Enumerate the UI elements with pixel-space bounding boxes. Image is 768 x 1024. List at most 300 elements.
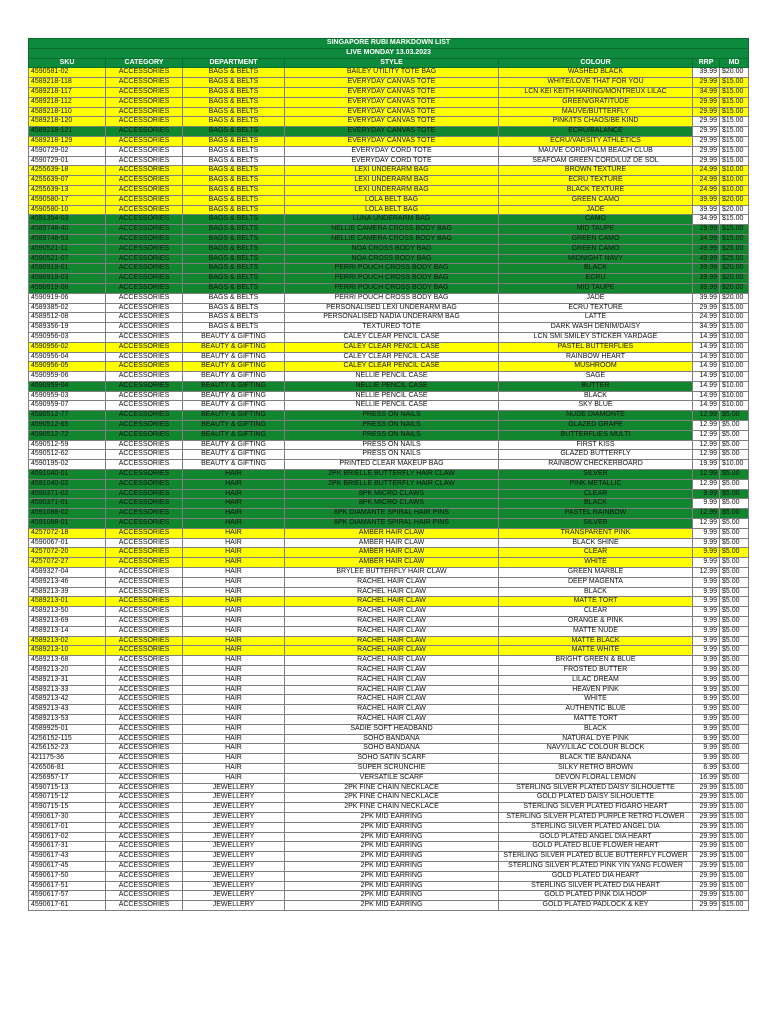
cell-rrp[interactable]: 9.99 (693, 636, 720, 646)
cell-category[interactable]: ACCESSORIES (106, 695, 183, 705)
cell-rrp[interactable]: 9.99 (693, 528, 720, 538)
cell-md[interactable]: $5.00 (720, 430, 749, 440)
cell-category[interactable]: ACCESSORIES (106, 519, 183, 529)
cell-department[interactable]: BEAUTY & GIFTING (183, 381, 285, 391)
cell-md[interactable]: $15.00 (720, 793, 749, 803)
cell-colour[interactable]: AUTHENTIC BLUE (499, 705, 693, 715)
cell-sku[interactable]: 4590617-50 (29, 871, 106, 881)
cell-colour[interactable]: STERLING SILVER PLATED DIA HEART (499, 881, 693, 891)
cell-rrp[interactable]: 14.99 (693, 401, 720, 411)
cell-department[interactable]: HAIR (183, 489, 285, 499)
cell-department[interactable]: BAGS & BELTS (183, 283, 285, 293)
cell-sku[interactable]: 4590959-06 (29, 372, 106, 382)
cell-category[interactable]: ACCESSORIES (106, 577, 183, 587)
cell-rrp[interactable]: 24.99 (693, 166, 720, 176)
cell-category[interactable]: ACCESSORIES (106, 264, 183, 274)
cell-sku[interactable]: 4590195-02 (29, 460, 106, 470)
cell-department[interactable]: BAGS & BELTS (183, 78, 285, 88)
cell-md[interactable]: $15.00 (720, 812, 749, 822)
cell-rrp[interactable]: 9.99 (693, 607, 720, 617)
cell-style[interactable]: 2PK MID EARRING (285, 881, 499, 891)
cell-category[interactable]: ACCESSORIES (106, 274, 183, 284)
cell-colour[interactable]: WHITE (499, 558, 693, 568)
cell-md[interactable]: $5.00 (720, 734, 749, 744)
cell-colour[interactable]: BLACK SHINE (499, 538, 693, 548)
cell-category[interactable]: ACCESSORIES (106, 685, 183, 695)
cell-rrp[interactable]: 29.99 (693, 107, 720, 117)
cell-department[interactable]: HAIR (183, 773, 285, 783)
cell-md[interactable]: $5.00 (720, 626, 749, 636)
cell-md[interactable]: $5.00 (720, 558, 749, 568)
cell-department[interactable]: BEAUTY & GIFTING (183, 460, 285, 470)
cell-colour[interactable]: BLACK TEXTURE (499, 185, 693, 195)
cell-sku[interactable]: 4590371-01 (29, 499, 106, 509)
cell-md[interactable]: $15.00 (720, 871, 749, 881)
cell-colour[interactable]: CLEAR (499, 607, 693, 617)
cell-md[interactable]: $5.00 (720, 450, 749, 460)
header-department[interactable]: DEPARTMENT (183, 58, 285, 68)
header-style[interactable]: STYLE (285, 58, 499, 68)
cell-category[interactable]: ACCESSORIES (106, 362, 183, 372)
cell-md[interactable]: $5.00 (720, 646, 749, 656)
cell-md[interactable]: $20.00 (720, 205, 749, 215)
cell-style[interactable]: EVERYDAY CANVAS TOTE (285, 127, 499, 137)
cell-department[interactable]: BEAUTY & GIFTING (183, 362, 285, 372)
cell-sku[interactable]: 4589385-02 (29, 303, 106, 313)
cell-sku[interactable]: 4589213-20 (29, 666, 106, 676)
cell-category[interactable]: ACCESSORIES (106, 558, 183, 568)
cell-category[interactable]: ACCESSORIES (106, 107, 183, 117)
cell-sku[interactable]: 4255639-13 (29, 185, 106, 195)
cell-sku[interactable]: 4589213-46 (29, 577, 106, 587)
cell-colour[interactable]: BLACK (499, 499, 693, 509)
cell-sku[interactable]: 4590371-02 (29, 489, 106, 499)
cell-department[interactable]: BAGS & BELTS (183, 176, 285, 186)
cell-category[interactable]: ACCESSORIES (106, 372, 183, 382)
cell-category[interactable]: ACCESSORIES (106, 332, 183, 342)
cell-style[interactable]: NELLIE PENCIL CASE (285, 372, 499, 382)
cell-department[interactable]: HAIR (183, 479, 285, 489)
cell-rrp[interactable]: 12.99 (693, 568, 720, 578)
cell-md[interactable]: $5.00 (720, 470, 749, 480)
cell-department[interactable]: BAGS & BELTS (183, 68, 285, 78)
cell-department[interactable]: BEAUTY & GIFTING (183, 332, 285, 342)
cell-md[interactable]: $15.00 (720, 852, 749, 862)
cell-department[interactable]: JEWELLERY (183, 832, 285, 842)
cell-md[interactable]: $3.00 (720, 763, 749, 773)
cell-colour[interactable]: LATTE (499, 313, 693, 323)
cell-style[interactable]: VERSATILE SCARF (285, 773, 499, 783)
cell-md[interactable]: $10.00 (720, 460, 749, 470)
cell-style[interactable]: SADIE SOFT HEADBAND (285, 724, 499, 734)
cell-sku[interactable]: 4255639-18 (29, 166, 106, 176)
cell-department[interactable]: HAIR (183, 519, 285, 529)
cell-colour[interactable]: GREEN/GRATITUDE (499, 97, 693, 107)
cell-category[interactable]: ACCESSORIES (106, 842, 183, 852)
cell-category[interactable]: ACCESSORIES (106, 293, 183, 303)
cell-department[interactable]: BAGS & BELTS (183, 117, 285, 127)
cell-rrp[interactable]: 9.99 (693, 695, 720, 705)
cell-style[interactable]: AMBER HAIR CLAW (285, 558, 499, 568)
cell-sku[interactable]: 426506-81 (29, 763, 106, 773)
cell-md[interactable]: $10.00 (720, 381, 749, 391)
cell-colour[interactable]: GREEN CAMO (499, 195, 693, 205)
cell-rrp[interactable]: 24.99 (693, 313, 720, 323)
cell-rrp[interactable]: 12.99 (693, 440, 720, 450)
cell-department[interactable]: BAGS & BELTS (183, 205, 285, 215)
cell-department[interactable]: JEWELLERY (183, 901, 285, 911)
cell-category[interactable]: ACCESSORIES (106, 234, 183, 244)
header-colour[interactable]: COLOUR (499, 58, 693, 68)
cell-md[interactable]: $10.00 (720, 352, 749, 362)
cell-department[interactable]: JEWELLERY (183, 812, 285, 822)
cell-md[interactable]: $15.00 (720, 117, 749, 127)
cell-colour[interactable]: ECRU TEXTURE (499, 303, 693, 313)
cell-style[interactable]: CALEY CLEAR PENCIL CASE (285, 352, 499, 362)
cell-category[interactable]: ACCESSORIES (106, 763, 183, 773)
cell-colour[interactable]: MATTE NUDE (499, 626, 693, 636)
cell-sku[interactable]: 4590919-01 (29, 264, 106, 274)
cell-style[interactable]: 2PK FINE CHAIN NECKLACE (285, 803, 499, 813)
cell-category[interactable]: ACCESSORIES (106, 97, 183, 107)
cell-colour[interactable]: BLACK (499, 587, 693, 597)
cell-rrp[interactable]: 9.99 (693, 558, 720, 568)
cell-category[interactable]: ACCESSORIES (106, 675, 183, 685)
cell-style[interactable]: AMBER HAIR CLAW (285, 538, 499, 548)
cell-style[interactable]: 2PK BRIELLE BUTTERFLY HAIR CLAW (285, 470, 499, 480)
cell-style[interactable]: 8PK DIAMANTE SPIRAL HAIR PINS (285, 509, 499, 519)
cell-colour[interactable]: WHITE/LOVE THAT FOR YOU (499, 78, 693, 88)
cell-sku[interactable]: 4590959-04 (29, 381, 106, 391)
cell-sku[interactable]: 4589218-112 (29, 97, 106, 107)
cell-rrp[interactable]: 12.99 (693, 479, 720, 489)
cell-rrp[interactable]: 14.99 (693, 362, 720, 372)
cell-style[interactable]: EVERYDAY CORD TOTE (285, 156, 499, 166)
cell-sku[interactable]: 4589213-01 (29, 597, 106, 607)
cell-department[interactable]: BAGS & BELTS (183, 87, 285, 97)
cell-sku[interactable]: 4590729-02 (29, 146, 106, 156)
cell-sku[interactable]: 4590715-13 (29, 783, 106, 793)
cell-category[interactable]: ACCESSORIES (106, 714, 183, 724)
cell-md[interactable]: $5.00 (720, 519, 749, 529)
cell-md[interactable]: $10.00 (720, 176, 749, 186)
cell-department[interactable]: BAGS & BELTS (183, 303, 285, 313)
cell-sku[interactable]: 4589218-120 (29, 117, 106, 127)
cell-sku[interactable]: 4590067-01 (29, 538, 106, 548)
cell-rrp[interactable]: 29.99 (693, 832, 720, 842)
cell-department[interactable]: HAIR (183, 666, 285, 676)
cell-rrp[interactable]: 9.99 (693, 666, 720, 676)
cell-sku[interactable]: 4257072-20 (29, 548, 106, 558)
cell-md[interactable]: $5.00 (720, 587, 749, 597)
cell-md[interactable]: $15.00 (720, 146, 749, 156)
cell-colour[interactable]: ECRU/BALANCE (499, 127, 693, 137)
cell-rrp[interactable]: 29.99 (693, 803, 720, 813)
cell-category[interactable]: ACCESSORIES (106, 215, 183, 225)
cell-category[interactable]: ACCESSORIES (106, 313, 183, 323)
cell-md[interactable]: $5.00 (720, 705, 749, 715)
cell-style[interactable]: PERSONALISED NADIA UNDERARM BAG (285, 313, 499, 323)
cell-department[interactable]: HAIR (183, 568, 285, 578)
cell-rrp[interactable]: 49.99 (693, 254, 720, 264)
cell-rrp[interactable]: 9.99 (693, 626, 720, 636)
cell-colour[interactable]: HEAVEN PINK (499, 685, 693, 695)
cell-sku[interactable]: 4589213-68 (29, 656, 106, 666)
cell-category[interactable]: ACCESSORIES (106, 195, 183, 205)
cell-category[interactable]: ACCESSORIES (106, 597, 183, 607)
cell-md[interactable]: $15.00 (720, 783, 749, 793)
cell-rrp[interactable]: 29.99 (693, 822, 720, 832)
cell-style[interactable]: EVERYDAY CANVAS TOTE (285, 117, 499, 127)
cell-style[interactable]: RACHEL HAIR CLAW (285, 607, 499, 617)
cell-md[interactable]: $5.00 (720, 548, 749, 558)
cell-style[interactable]: SOHO BANDANA (285, 744, 499, 754)
cell-sku[interactable]: 4589218-110 (29, 107, 106, 117)
cell-style[interactable]: RACHEL HAIR CLAW (285, 714, 499, 724)
cell-department[interactable]: HAIR (183, 548, 285, 558)
cell-category[interactable]: ACCESSORIES (106, 861, 183, 871)
cell-category[interactable]: ACCESSORIES (106, 225, 183, 235)
cell-department[interactable]: BAGS & BELTS (183, 225, 285, 235)
cell-colour[interactable]: FIRST KISS (499, 440, 693, 450)
header-category[interactable]: CATEGORY (106, 58, 183, 68)
cell-rrp[interactable]: 9.99 (693, 675, 720, 685)
cell-colour[interactable]: RAINBOW CHECKERBOARD (499, 460, 693, 470)
cell-style[interactable]: RACHEL HAIR CLAW (285, 587, 499, 597)
cell-md[interactable]: $15.00 (720, 901, 749, 911)
cell-sku[interactable]: 4590729-01 (29, 156, 106, 166)
cell-department[interactable]: HAIR (183, 626, 285, 636)
cell-category[interactable]: ACCESSORIES (106, 548, 183, 558)
cell-category[interactable]: ACCESSORIES (106, 470, 183, 480)
cell-md[interactable]: $15.00 (720, 891, 749, 901)
cell-rrp[interactable]: 24.99 (693, 176, 720, 186)
cell-sku[interactable]: 4589512-08 (29, 313, 106, 323)
cell-sku[interactable]: 4590715-12 (29, 793, 106, 803)
cell-style[interactable]: PRESS ON NAILS (285, 430, 499, 440)
cell-md[interactable]: $15.00 (720, 225, 749, 235)
cell-md[interactable]: $10.00 (720, 332, 749, 342)
cell-colour[interactable]: CLEAR (499, 548, 693, 558)
cell-category[interactable]: ACCESSORIES (106, 323, 183, 333)
cell-md[interactable]: $5.00 (720, 695, 749, 705)
cell-style[interactable]: RACHEL HAIR CLAW (285, 685, 499, 695)
cell-rrp[interactable]: 29.99 (693, 146, 720, 156)
cell-md[interactable]: $10.00 (720, 166, 749, 176)
cell-colour[interactable]: BUTTER (499, 381, 693, 391)
cell-category[interactable]: ACCESSORIES (106, 822, 183, 832)
cell-sku[interactable]: 4256957-17 (29, 773, 106, 783)
cell-style[interactable]: 2PK FINE CHAIN NECKLACE (285, 783, 499, 793)
cell-rrp[interactable]: 29.99 (693, 881, 720, 891)
cell-colour[interactable]: RAINBOW HEART (499, 352, 693, 362)
cell-department[interactable]: HAIR (183, 646, 285, 656)
cell-department[interactable]: HAIR (183, 763, 285, 773)
cell-category[interactable]: ACCESSORIES (106, 205, 183, 215)
cell-department[interactable]: BAGS & BELTS (183, 156, 285, 166)
cell-style[interactable]: EVERYDAY CANVAS TOTE (285, 107, 499, 117)
cell-md[interactable]: $5.00 (720, 489, 749, 499)
cell-rrp[interactable]: 29.99 (693, 156, 720, 166)
cell-category[interactable]: ACCESSORIES (106, 901, 183, 911)
cell-colour[interactable]: GOLD PLATED PADLOCK & KEY (499, 901, 693, 911)
cell-style[interactable]: LEXI UNDERARM BAG (285, 166, 499, 176)
cell-md[interactable]: $20.00 (720, 283, 749, 293)
cell-style[interactable]: PERRI POUCH CROSS BODY BAG (285, 283, 499, 293)
cell-rrp[interactable]: 29.99 (693, 871, 720, 881)
cell-sku[interactable]: 4589213-50 (29, 607, 106, 617)
cell-style[interactable]: 2PK MID EARRING (285, 852, 499, 862)
cell-md[interactable]: $15.00 (720, 832, 749, 842)
cell-sku[interactable]: 4590959-03 (29, 391, 106, 401)
cell-md[interactable]: $10.00 (720, 313, 749, 323)
cell-style[interactable]: 8PK DIAMANTE SPIRAL HAIR PINS (285, 519, 499, 529)
cell-category[interactable]: ACCESSORIES (106, 803, 183, 813)
cell-md[interactable]: $5.00 (720, 421, 749, 431)
cell-category[interactable]: ACCESSORIES (106, 136, 183, 146)
cell-colour[interactable]: SKY BLUE (499, 401, 693, 411)
cell-rrp[interactable]: 12.99 (693, 421, 720, 431)
cell-category[interactable]: ACCESSORIES (106, 68, 183, 78)
cell-department[interactable]: HAIR (183, 744, 285, 754)
cell-colour[interactable]: DARK WASH DENIM/DAISY (499, 323, 693, 333)
cell-category[interactable]: ACCESSORIES (106, 440, 183, 450)
cell-rrp[interactable]: 49.99 (693, 244, 720, 254)
cell-colour[interactable]: BRIGHT GREEN & BLUE (499, 656, 693, 666)
cell-style[interactable]: NELLIE PENCIL CASE (285, 401, 499, 411)
cell-department[interactable]: HAIR (183, 705, 285, 715)
cell-style[interactable]: SOHO BANDANA (285, 734, 499, 744)
cell-rrp[interactable]: 34.99 (693, 323, 720, 333)
cell-style[interactable]: CALEY CLEAR PENCIL CASE (285, 332, 499, 342)
cell-md[interactable]: $20.00 (720, 274, 749, 284)
cell-sku[interactable]: 4590617-30 (29, 812, 106, 822)
cell-sku[interactable]: 4255639-07 (29, 176, 106, 186)
cell-department[interactable]: HAIR (183, 538, 285, 548)
cell-colour[interactable]: BLACK (499, 724, 693, 734)
cell-colour[interactable]: PASTEL BUTTERFLIES (499, 342, 693, 352)
cell-category[interactable]: ACCESSORIES (106, 460, 183, 470)
cell-colour[interactable]: GOLD PLATED PINK DIA HOOP (499, 891, 693, 901)
cell-style[interactable]: 2PK MID EARRING (285, 871, 499, 881)
cell-rrp[interactable]: 29.99 (693, 225, 720, 235)
cell-sku[interactable]: 4590956-04 (29, 352, 106, 362)
cell-colour[interactable]: PINK METALLIC (499, 479, 693, 489)
cell-category[interactable]: ACCESSORIES (106, 607, 183, 617)
cell-colour[interactable]: LCN SMI SMILEY STICKER YARDAGE (499, 332, 693, 342)
cell-sku[interactable]: 4590959-07 (29, 401, 106, 411)
cell-rrp[interactable]: 12.99 (693, 450, 720, 460)
cell-colour[interactable]: MIDNIGHT NAVY (499, 254, 693, 264)
cell-category[interactable]: ACCESSORIES (106, 156, 183, 166)
cell-category[interactable]: ACCESSORIES (106, 283, 183, 293)
cell-category[interactable]: ACCESSORIES (106, 646, 183, 656)
cell-sku[interactable]: 4589213-42 (29, 695, 106, 705)
cell-rrp[interactable]: 9.99 (693, 538, 720, 548)
cell-md[interactable]: $5.00 (720, 577, 749, 587)
cell-department[interactable]: HAIR (183, 607, 285, 617)
cell-category[interactable]: ACCESSORIES (106, 78, 183, 88)
cell-colour[interactable]: ECRU/VARSITY ATHLETICS (499, 136, 693, 146)
cell-md[interactable]: $15.00 (720, 881, 749, 891)
cell-department[interactable]: JEWELLERY (183, 822, 285, 832)
cell-rrp[interactable]: 39.99 (693, 283, 720, 293)
cell-rrp[interactable]: 12.99 (693, 430, 720, 440)
cell-style[interactable]: CALEY CLEAR PENCIL CASE (285, 362, 499, 372)
cell-colour[interactable]: NAVY/LILAC COLOUR BLOCK (499, 744, 693, 754)
cell-colour[interactable]: GOLD PLATED ANGEL DIA HEART (499, 832, 693, 842)
cell-md[interactable]: $5.00 (720, 509, 749, 519)
cell-department[interactable]: BEAUTY & GIFTING (183, 411, 285, 421)
cell-md[interactable]: $5.00 (720, 714, 749, 724)
cell-sku[interactable]: 4590521-07 (29, 254, 106, 264)
cell-rrp[interactable]: 9.99 (693, 646, 720, 656)
cell-sku[interactable]: 4591040-02 (29, 479, 106, 489)
cell-rrp[interactable]: 9.99 (693, 617, 720, 627)
cell-sku[interactable]: 4591088-01 (29, 519, 106, 529)
cell-style[interactable]: BAILEY UTILITY TOTE BAG (285, 68, 499, 78)
cell-department[interactable]: HAIR (183, 675, 285, 685)
cell-department[interactable]: BAGS & BELTS (183, 293, 285, 303)
cell-colour[interactable]: ORANGE & PINK (499, 617, 693, 627)
cell-category[interactable]: ACCESSORIES (106, 528, 183, 538)
cell-department[interactable]: BAGS & BELTS (183, 274, 285, 284)
cell-sku[interactable]: 4589213-10 (29, 646, 106, 656)
cell-md[interactable]: $15.00 (720, 323, 749, 333)
cell-colour[interactable]: ECRU (499, 274, 693, 284)
cell-md[interactable]: $5.00 (720, 528, 749, 538)
cell-department[interactable]: BAGS & BELTS (183, 313, 285, 323)
cell-department[interactable]: BEAUTY & GIFTING (183, 401, 285, 411)
cell-style[interactable]: RACHEL HAIR CLAW (285, 666, 499, 676)
cell-category[interactable]: ACCESSORIES (106, 87, 183, 97)
cell-md[interactable]: $20.00 (720, 195, 749, 205)
cell-style[interactable]: SUPER SCRUNCHIE (285, 763, 499, 773)
cell-category[interactable]: ACCESSORIES (106, 656, 183, 666)
cell-rrp[interactable]: 29.99 (693, 783, 720, 793)
cell-colour[interactable]: JADE (499, 293, 693, 303)
cell-category[interactable]: ACCESSORIES (106, 185, 183, 195)
cell-sku[interactable]: 4590580-17 (29, 195, 106, 205)
cell-colour[interactable]: NATURAL DYE PINK (499, 734, 693, 744)
cell-colour[interactable]: GREEN CAMO (499, 244, 693, 254)
cell-rrp[interactable]: 39.99 (693, 68, 720, 78)
cell-department[interactable]: BAGS & BELTS (183, 97, 285, 107)
cell-sku[interactable]: 4590919-08 (29, 283, 106, 293)
cell-rrp[interactable]: 34.99 (693, 215, 720, 225)
cell-sku[interactable]: 4589218-117 (29, 87, 106, 97)
cell-sku[interactable]: 4590715-15 (29, 803, 106, 813)
cell-sku[interactable]: 4589218-121 (29, 127, 106, 137)
cell-category[interactable]: ACCESSORIES (106, 734, 183, 744)
cell-sku[interactable]: 4256152-115 (29, 734, 106, 744)
cell-style[interactable]: RACHEL HAIR CLAW (285, 695, 499, 705)
cell-md[interactable]: $10.00 (720, 401, 749, 411)
cell-category[interactable]: ACCESSORIES (106, 342, 183, 352)
cell-sku[interactable]: 4589213-53 (29, 714, 106, 724)
cell-style[interactable]: AMBER HAIR CLAW (285, 548, 499, 558)
cell-style[interactable]: 2PK MID EARRING (285, 832, 499, 842)
cell-department[interactable]: HAIR (183, 636, 285, 646)
cell-md[interactable]: $5.00 (720, 685, 749, 695)
cell-md[interactable]: $15.00 (720, 136, 749, 146)
cell-category[interactable]: ACCESSORIES (106, 401, 183, 411)
cell-style[interactable]: 2PK BRIELLE BUTTERFLY HAIR CLAW (285, 479, 499, 489)
cell-department[interactable]: BAGS & BELTS (183, 195, 285, 205)
cell-sku[interactable]: 4590617-51 (29, 881, 106, 891)
cell-rrp[interactable]: 9.99 (693, 685, 720, 695)
cell-rrp[interactable]: 29.99 (693, 861, 720, 871)
